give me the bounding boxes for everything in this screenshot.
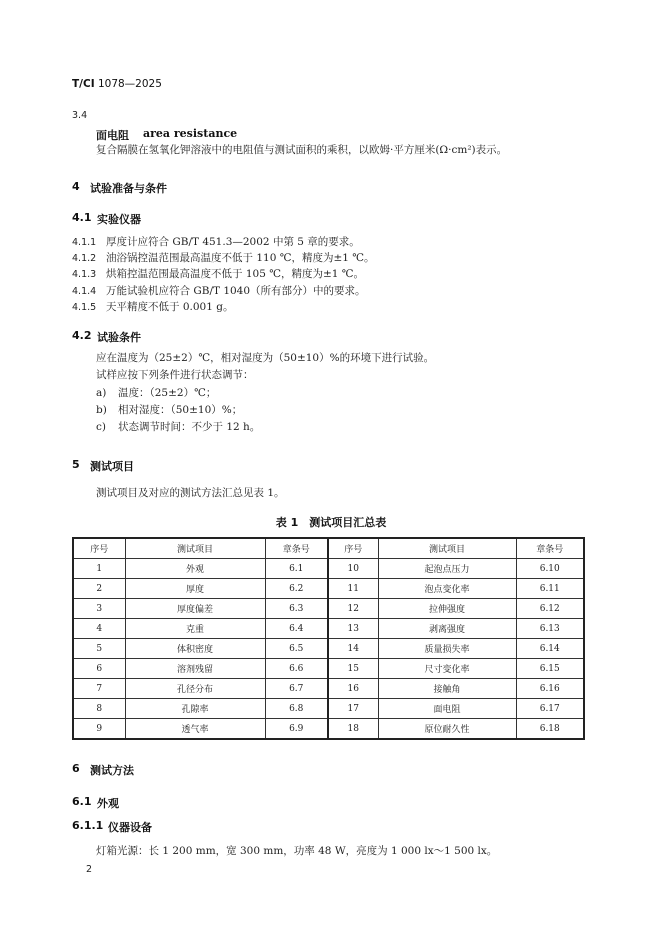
table-cell: 12 (328, 599, 378, 619)
table-row (73, 579, 584, 599)
section-6-1-number: 6.1 (72, 795, 92, 808)
section-4-1-number: 4.1 (72, 211, 92, 224)
table-cell: 6 (73, 659, 125, 679)
term-zh: 面电阻 (96, 129, 129, 142)
list-marker: c) (96, 421, 106, 433)
table-header-cell: 序号 (328, 538, 378, 559)
table-cell: 透气率 (125, 719, 265, 740)
table-cell: 体积密度 (125, 639, 265, 659)
standard-code-number: 1078—2025 (94, 78, 162, 90)
table-header-cell: 测试项目 (125, 538, 265, 559)
table-cell: 6.15 (516, 659, 584, 679)
table-header-cell: 测试项目 (378, 538, 516, 559)
table-row (73, 639, 584, 659)
item-number: 4.1.4 (72, 286, 97, 297)
table-cell: 6.8 (265, 699, 328, 719)
table-row (73, 599, 584, 619)
item-number: 4.1.1 (72, 237, 97, 248)
table-row (73, 559, 584, 579)
table-cell: 孔隙率 (125, 699, 265, 719)
table-cell: 6.1 (265, 559, 328, 579)
list-item: 状态调节时间：不少于 12 h。 (118, 421, 261, 433)
table-cell: 6.6 (265, 659, 328, 679)
table-cell: 尺寸变化率 (378, 659, 516, 679)
paragraph: 应在温度为（25±2）℃，相对湿度为（50±10）%的环境下进行试验。 (96, 352, 435, 364)
list-item: 相对湿度：（50±10）%； (118, 404, 243, 416)
table-cell: 6.7 (265, 679, 328, 699)
section-5-number: 5 (72, 458, 80, 471)
table-cell: 厚度 (125, 579, 265, 599)
item-text: 天平精度不低于 0.001 g。 (106, 301, 234, 313)
page-number: 2 (86, 864, 93, 875)
table-header-row (73, 538, 584, 559)
table-cell: 6.3 (265, 599, 328, 619)
table-row (73, 719, 584, 740)
table-cell: 14 (328, 639, 378, 659)
section-6-number: 6 (72, 762, 80, 775)
table-cell: 17 (328, 699, 378, 719)
table-cell: 6.18 (516, 719, 584, 740)
table-cell: 6.17 (516, 699, 584, 719)
table-header-cell: 章条号 (265, 538, 328, 559)
section-5-title: 测试项目 (90, 460, 134, 473)
table-cell: 接触角 (378, 679, 516, 699)
list-marker: b) (96, 404, 107, 416)
item-number: 4.1.3 (72, 269, 97, 280)
section-4-2-title: 试验条件 (97, 331, 141, 344)
item-text: 油浴锅控温范围最高温度不低于 110 ℃，精度为±1 ℃。 (106, 252, 375, 264)
table-header-cell: 序号 (73, 538, 125, 559)
term-definition: 复合隔膜在氢氧化钾溶液中的电阻值与测试面积的乘积，以欧姆·平方厘米(Ω·cm²)表示。 (96, 144, 508, 156)
item-text: 烘箱控温范围最高温度不低于 105 ℃，精度为±1 ℃。 (106, 268, 365, 280)
item-number: 4.1.2 (72, 253, 97, 264)
table-cell: 面电阻 (378, 699, 516, 719)
section-4-number: 4 (72, 180, 80, 193)
section-4-1-title: 实验仪器 (97, 213, 141, 226)
table-cell: 7 (73, 679, 125, 699)
table-cell: 3 (73, 599, 125, 619)
section-6-1-title: 外观 (97, 797, 119, 810)
table-cell: 6.10 (516, 559, 584, 579)
table-row (73, 619, 584, 639)
table-cell: 10 (328, 559, 378, 579)
list-marker: a) (96, 387, 107, 399)
table-cell: 8 (73, 699, 125, 719)
table-cell: 拉伸强度 (378, 599, 516, 619)
table-cell: 6.13 (516, 619, 584, 639)
standard-code-prefix: T/CI (72, 78, 95, 90)
table-cell: 1 (73, 559, 125, 579)
table-cell: 原位耐久性 (378, 719, 516, 740)
table-cell: 厚度偏差 (125, 599, 265, 619)
table-cell: 6.12 (516, 599, 584, 619)
table-cell: 6.11 (516, 579, 584, 599)
table-header-cell: 章条号 (516, 538, 584, 559)
section-6-1-1-title: 仪器设备 (108, 821, 152, 834)
table-cell: 溶剂残留 (125, 659, 265, 679)
term-number: 3.4 (72, 110, 88, 121)
item-text: 厚度计应符合 GB/T 451.3—2002 中第 5 章的要求。 (106, 236, 360, 248)
table-cell: 外观 (125, 559, 265, 579)
table-cell: 剥离强度 (378, 619, 516, 639)
table-cell: 6.5 (265, 639, 328, 659)
table-cell: 克重 (125, 619, 265, 639)
table-cell: 4 (73, 619, 125, 639)
table-cell: 质量损失率 (378, 639, 516, 659)
table-cell: 6.2 (265, 579, 328, 599)
table-cell: 11 (328, 579, 378, 599)
test-items-table (72, 537, 585, 740)
paragraph: 测试项目及对应的测试方法汇总见表 1。 (96, 487, 285, 499)
table-cell: 6.14 (516, 639, 584, 659)
paragraph: 试样应按下列条件进行状态调节： (96, 369, 254, 381)
table-cell: 18 (328, 719, 378, 740)
section-4-2-number: 4.2 (72, 329, 92, 342)
table-cell: 16 (328, 679, 378, 699)
list-item: 温度：（25±2）℃； (118, 387, 217, 399)
table-cell: 6.4 (265, 619, 328, 639)
table-cell: 泡点变化率 (378, 579, 516, 599)
table-cell: 5 (73, 639, 125, 659)
term-en: area resistance (143, 127, 238, 140)
table-cell: 6.9 (265, 719, 328, 740)
table-caption: 表 1 测试项目汇总表 (275, 516, 387, 529)
standard-code (72, 78, 162, 90)
item-number: 4.1.5 (72, 302, 97, 313)
table-cell: 9 (73, 719, 125, 740)
paragraph: 灯箱光源：长 1 200 mm，宽 300 mm，功率 48 W，亮度为 1 000 lx～1 500 lx。 (96, 845, 498, 857)
table-cell: 起泡点压力 (378, 559, 516, 579)
table-cell: 孔径分布 (125, 679, 265, 699)
section-4-title: 试验准备与条件 (90, 182, 167, 195)
table-row (73, 679, 584, 699)
item-text: 万能试验机应符合 GB/T 1040（所有部分）中的要求。 (106, 285, 366, 297)
table-cell: 13 (328, 619, 378, 639)
section-6-title: 测试方法 (90, 764, 134, 777)
table-cell: 15 (328, 659, 378, 679)
section-6-1-1-number: 6.1.1 (72, 819, 104, 832)
table-row (73, 659, 584, 679)
table-row (73, 699, 584, 719)
table-cell: 2 (73, 579, 125, 599)
table-cell: 6.16 (516, 679, 584, 699)
